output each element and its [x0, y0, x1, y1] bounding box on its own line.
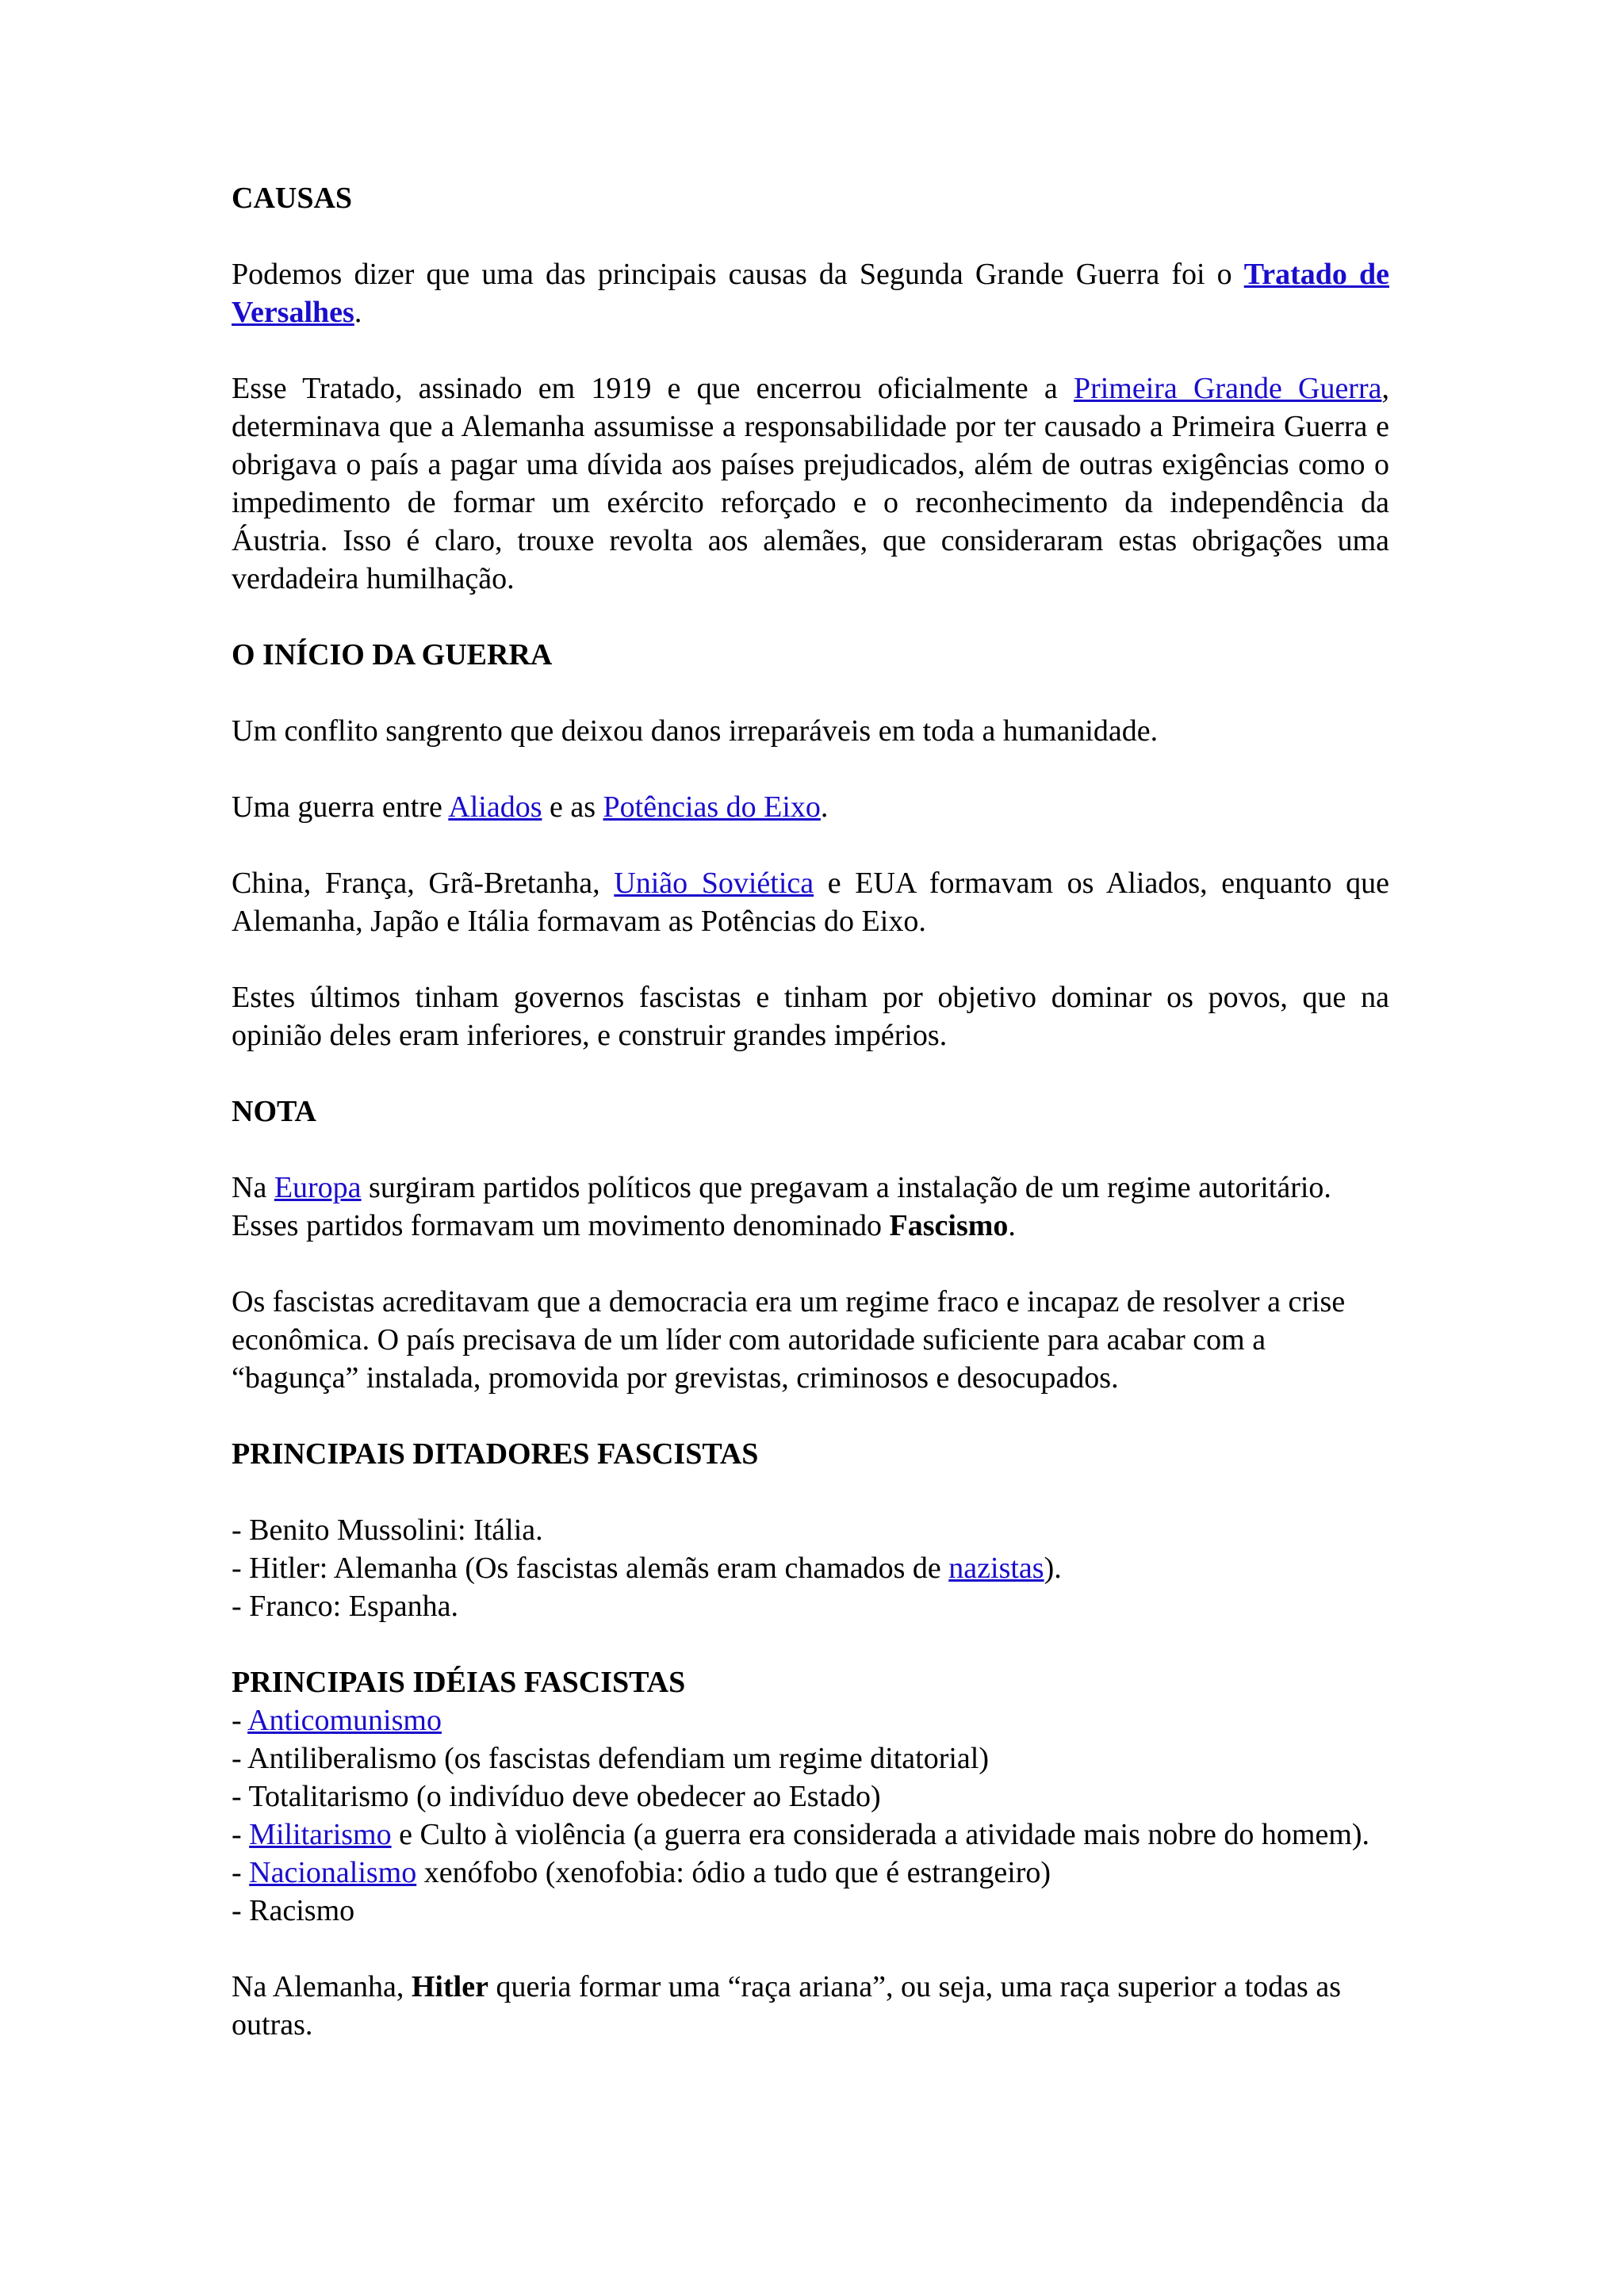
dash-marker: - — [232, 1704, 248, 1737]
heading-ideias: PRINCIPAIS IDÉIAS FASCISTAS — [232, 1666, 686, 1699]
link-nazistas[interactable]: nazistas — [948, 1552, 1044, 1585]
text-segment: Uma guerra entre — [232, 790, 449, 824]
list-item — [232, 1854, 1389, 1892]
list-ideias — [232, 1701, 1389, 1930]
text-segment: e as — [542, 790, 603, 824]
text-segment: e EUA formavam os Aliados, enquanto que Alemanha, Japão e Itália formavam as Potências do Eixo. — [232, 867, 1389, 938]
list-item: - Racismo — [232, 1894, 355, 1927]
paragraph-paises — [232, 864, 1389, 940]
text-segment: queria formar uma “raça ariana”, ou seja, uma raça superior a todas as outras. — [232, 1970, 1341, 2042]
paragraph-causas-tratado — [232, 369, 1389, 598]
text-segment: surgiram partidos políticos que pregavam a instalação de um regime autoritário. Esses partidos formavam um movimento denominado — [232, 1171, 1331, 1242]
document-page — [232, 179, 1389, 2082]
link-europa[interactable]: Europa — [274, 1171, 362, 1204]
term-fascismo: Fascismo — [889, 1209, 1009, 1242]
link-uniao-sovietica[interactable]: União Soviética — [614, 867, 814, 900]
text-segment: China, França, Grã-Bretanha, — [232, 867, 615, 900]
text-segment: Esse Tratado, assinado em 1919 e que encerrou oficialmente a — [232, 372, 1074, 405]
link-primeira-grande-guerra[interactable]: Primeira Grande Guerra — [1073, 372, 1382, 405]
link-potencias-do-eixo[interactable]: Potências do Eixo — [603, 790, 821, 824]
list-item — [232, 1816, 1389, 1854]
paragraph-nota-democracia: Os fascistas acreditavam que a democracia era um regime fraco e incapaz de resolver a crise econômica. O país precisava de um líder com autoridade suficiente para acabar com a “bagunça” instalada, promovida por grevistas, criminosos e desocupados. — [232, 1285, 1346, 1395]
text-segment: . — [820, 790, 829, 824]
link-militarismo[interactable]: Militarismo — [249, 1818, 392, 1851]
link-tratado-de-versalhes[interactable]: Tratado de Versalhes — [232, 258, 1389, 329]
paragraph-causas-intro — [232, 255, 1389, 331]
link-anticomunismo[interactable]: Anticomunismo — [247, 1704, 442, 1737]
heading-nota: NOTA — [232, 1095, 316, 1128]
text-segment: . — [1008, 1209, 1016, 1242]
list-item: - Antiliberalismo (os fascistas defendiam um regime ditatorial) — [232, 1742, 990, 1775]
list-item: - Benito Mussolini: Itália. — [232, 1513, 543, 1547]
paragraph-nota-europa — [232, 1169, 1389, 1245]
list-item — [232, 1549, 1389, 1587]
list-item: - Totalitarismo (o indivíduo deve obedecer ao Estado) — [232, 1780, 881, 1813]
text-segment: Na — [232, 1171, 274, 1204]
text-segment: xenófobo (xenofobia: ódio a tudo que é estrangeiro) — [416, 1856, 1051, 1889]
term-hitler: Hitler — [411, 1970, 488, 2003]
text-segment: , determinava que a Alemanha assumisse a responsabilidade por ter causado a Primeira Guerra e obrigava o país a pagar uma dívida aos países prejudicados, além de outras exigências como o impedimento de formar um exército reforçado e o reconhecimento da independência da Áustria. Isso é claro, trouxe revolta aos alemães, que consideraram estas obrigações uma verdadeira humilhação. — [232, 372, 1389, 595]
paragraph-conflito: Um conflito sangrento que deixou danos irreparáveis em toda a humanidade. — [232, 714, 1159, 748]
dash-marker: - — [232, 1818, 250, 1851]
text-segment: ). — [1044, 1552, 1062, 1585]
text-segment: . — [354, 296, 362, 329]
list-item — [232, 1701, 1389, 1739]
text-segment: Podemos dizer que uma das principais causas da Segunda Grande Guerra foi o — [232, 258, 1244, 291]
text-segment: Na Alemanha, — [232, 1970, 412, 2003]
text-segment: - Hitler: Alemanha (Os fascistas alemãs eram chamados de — [232, 1552, 949, 1585]
list-ditadores — [232, 1511, 1389, 1625]
heading-ditadores: PRINCIPAIS DITADORES FASCISTAS — [232, 1437, 759, 1471]
link-nacionalismo[interactable]: Nacionalismo — [249, 1856, 417, 1889]
link-aliados[interactable]: Aliados — [448, 790, 542, 824]
list-item: - Franco: Espanha. — [232, 1590, 458, 1623]
dash-marker: - — [232, 1856, 250, 1889]
paragraph-governos-fascistas: Estes últimos tinham governos fascistas e tinham por objetivo dominar os povos, que na opinião deles eram inferiores, e construir grandes impérios. — [232, 981, 1389, 1052]
paragraph-aliados-eixo — [232, 788, 1389, 826]
text-segment: e Culto à violência (a guerra era considerada a atividade mais nobre do homem). — [391, 1818, 1370, 1851]
paragraph-raca-ariana — [232, 1968, 1389, 2044]
heading-causas: CAUSAS — [232, 182, 353, 215]
heading-inicio-da-guerra: O INÍCIO DA GUERRA — [232, 638, 553, 672]
